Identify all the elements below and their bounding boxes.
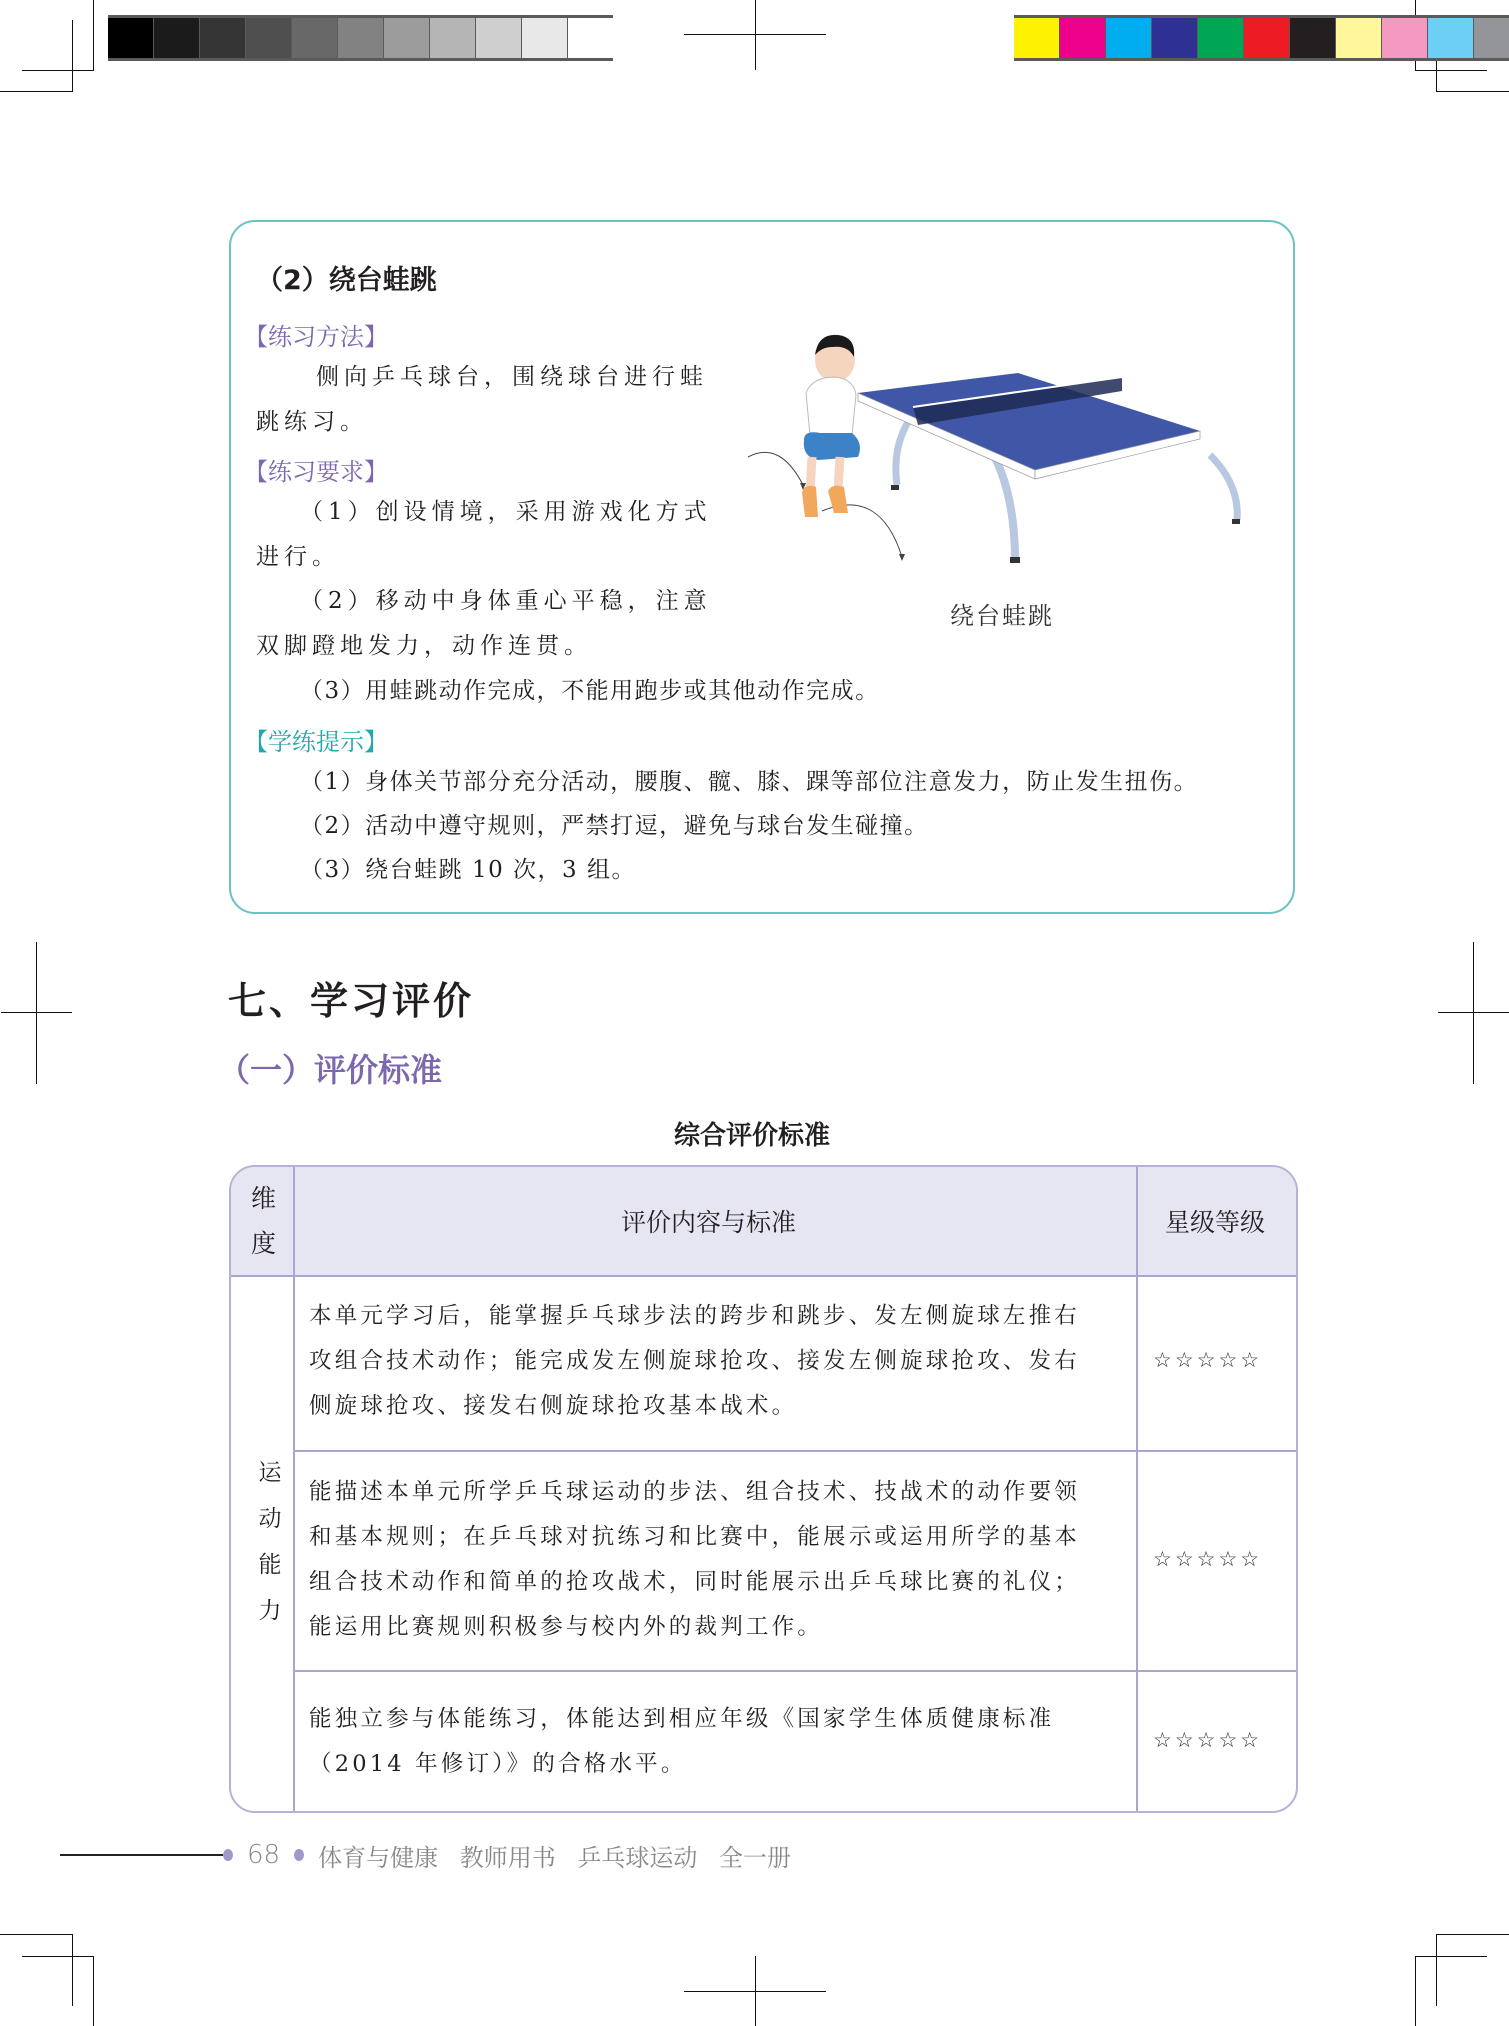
dimension-char: 力	[258, 1598, 282, 1624]
crop-mark	[1436, 1934, 1437, 2006]
requirement-item-cont: 双脚蹬地发力，动作连贯。	[256, 633, 592, 659]
tip-item: （1）身体关节部分充分活动，腰腹、髋、膝、踝等部位注意发力，防止发生扭伤。	[300, 769, 1199, 795]
ping-pong-table	[858, 373, 1240, 563]
column-divider	[1136, 1167, 1138, 1811]
color-swatch	[1244, 18, 1289, 58]
requirement-item: （3）用蛙跳动作完成，不能用跑步或其他动作完成。	[300, 678, 880, 704]
tip-item: （2）活动中遵守规则，严禁打逗，避免与球台发生碰撞。	[300, 813, 929, 839]
dimension-char: 动	[258, 1506, 282, 1532]
crop-mark	[0, 91, 72, 92]
color-swatch	[108, 18, 153, 58]
method-tag: 【练习方法】	[244, 323, 388, 351]
crop-mark	[72, 1934, 73, 2006]
footer-bullet-icon	[294, 1849, 304, 1861]
method-line: 跳练习。	[256, 409, 368, 435]
crop-mark	[22, 1956, 94, 1957]
color-swatch	[1474, 18, 1509, 58]
color-swatch	[522, 18, 567, 58]
crop-mark	[1415, 1956, 1487, 1957]
registration-mark	[684, 34, 826, 35]
cmyk-color-bar	[1014, 15, 1509, 61]
boy-figure	[802, 335, 860, 517]
color-swatch	[292, 18, 337, 58]
crop-mark	[93, 0, 94, 70]
requirement-tag: 【练习要求】	[244, 458, 388, 486]
color-swatch	[1336, 18, 1381, 58]
crop-mark	[1415, 1956, 1416, 2026]
header-content: 评价内容与标准	[621, 1208, 797, 1237]
crop-mark	[72, 20, 73, 92]
registration-mark	[1, 1012, 72, 1013]
criteria-line: 攻组合技术动作；能完成发左侧旋球抢攻、接发左侧旋球抢攻、发右	[309, 1348, 1081, 1374]
crop-mark	[1415, 70, 1487, 71]
figure-caption: 绕台蛙跳	[950, 602, 1054, 630]
color-swatch	[246, 18, 291, 58]
page-number: 68	[247, 1840, 281, 1870]
color-swatch	[476, 18, 521, 58]
column-divider	[293, 1167, 295, 1811]
header-dimension-1: 维	[251, 1184, 277, 1213]
crop-mark	[93, 1956, 94, 2026]
criteria-line: 能描述本单元所学乒乓球运动的步法、组合技术、技战术的动作要领	[309, 1479, 1081, 1505]
method-line: 侧向乒乓球台，围绕球台进行蛙	[316, 364, 708, 390]
row-divider	[293, 1450, 1298, 1452]
registration-mark	[1438, 1012, 1509, 1013]
color-swatch	[1014, 18, 1059, 58]
dimension-label	[255, 1450, 285, 1634]
page-footer	[60, 1840, 791, 1870]
crop-mark	[22, 70, 94, 71]
star-rating[interactable]: ☆☆☆☆☆	[1153, 1547, 1263, 1571]
crop-mark	[1436, 91, 1509, 92]
tip-item: （3）绕台蛙跳 10 次，3 组。	[300, 857, 636, 883]
color-swatch	[1060, 18, 1105, 58]
requirement-item: （1）创设情境，采用游戏化方式	[300, 499, 712, 525]
color-swatch	[200, 18, 245, 58]
crop-mark	[1436, 1934, 1509, 1935]
criteria-line: 本单元学习后，能掌握乒乓球步法的跨步和跳步、发左侧旋球左推右	[309, 1303, 1081, 1329]
exercise-title: （2）绕台蛙跳	[256, 265, 437, 296]
color-swatch	[154, 18, 199, 58]
criteria-line: （2014 年修订）》的合格水平。	[309, 1751, 687, 1777]
color-swatch	[568, 18, 613, 58]
color-swatch	[1152, 18, 1197, 58]
color-swatch	[338, 18, 383, 58]
criteria-line: 能运用比赛规则积极参与校内外的裁判工作。	[309, 1614, 824, 1640]
evaluation-table	[229, 1165, 1298, 1813]
header-dimension-2: 度	[251, 1229, 277, 1258]
tips-tag: 【学练提示】	[244, 728, 388, 756]
criteria-line: 能独立参与体能练习，体能达到相应年级《国家学生体质健康标准	[309, 1706, 1055, 1732]
requirement-item-cont: 进行。	[256, 544, 340, 570]
criteria-line: 侧旋球抢攻、接发右侧旋球抢攻基本战术。	[309, 1393, 798, 1419]
color-swatch	[1198, 18, 1243, 58]
star-rating[interactable]: ☆☆☆☆☆	[1153, 1348, 1263, 1372]
row-divider	[293, 1670, 1298, 1672]
grayscale-color-bar	[108, 15, 613, 61]
color-swatch	[430, 18, 475, 58]
color-swatch	[1106, 18, 1151, 58]
color-swatch	[1428, 18, 1473, 58]
book-title: 体育与健康 教师用书 乒乓球运动 全一册	[318, 1843, 791, 1872]
table-caption: 综合评价标准	[674, 1121, 831, 1151]
footer-rule	[60, 1854, 223, 1856]
color-swatch	[384, 18, 429, 58]
frog-jump-illustration	[740, 325, 1280, 565]
color-swatch	[1290, 18, 1335, 58]
dimension-char: 运	[258, 1460, 282, 1486]
criteria-line: 和基本规则；在乒乓球对抗练习和比赛中，能展示或运用所学的基本	[309, 1524, 1081, 1550]
color-swatch	[1382, 18, 1427, 58]
registration-mark	[684, 1991, 826, 1992]
criteria-line: 组合技术动作和简单的抢攻战术，同时能展示出乒乓球比赛的礼仪；	[309, 1569, 1081, 1595]
star-rating[interactable]: ☆☆☆☆☆	[1153, 1728, 1263, 1752]
subsection-title: （一）评价标准	[218, 1051, 443, 1089]
requirement-item: （2）移动中身体重心平稳，注意	[300, 588, 712, 614]
footer-bullet-icon	[223, 1849, 233, 1861]
header-rating: 星级等级	[1165, 1208, 1266, 1237]
crop-mark	[0, 1934, 72, 1935]
dimension-char: 能	[258, 1552, 282, 1578]
section-title: 七、学习评价	[228, 978, 475, 1023]
